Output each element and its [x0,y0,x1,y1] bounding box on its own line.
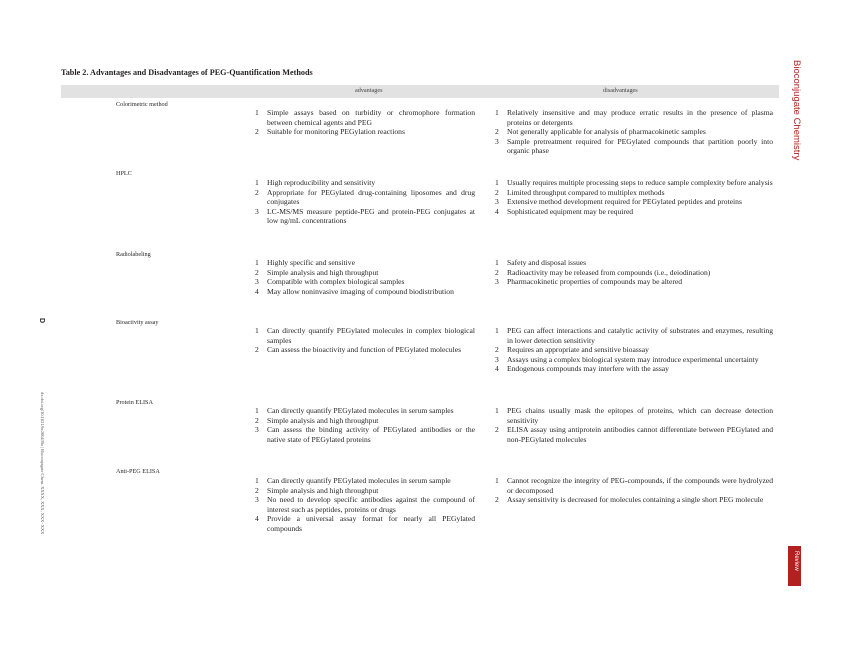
item-number: 1 [495,258,499,267]
item-text: PEG chains usually mask the epitopes of proteins, which can decrease detection sensitivity [507,406,773,425]
citation-footer [36,392,46,584]
item-text: Cannot recognize the integrity of PEG-compounds, if the compounds were hydrolyzed or decomposed [507,476,773,495]
list-item [495,364,773,374]
item-text: Can assess the bioactivity and function of PEGylated molecules [267,345,462,355]
list-item [495,127,773,137]
item-number: 4 [255,286,259,296]
table-header-band [61,85,779,98]
list-item [255,406,475,416]
disadvantages-list-anti-peg-elisa [495,476,773,505]
method-label-bioactivity: Bioactivity assay [116,319,159,326]
advantages-list-anti-peg-elisa [255,476,475,534]
list-item [255,345,475,355]
list-item [255,277,475,287]
list-item [255,207,475,226]
item-text: Relatively insensitive and may produce erratic results in the presence of plasma proteins or detergents [507,108,773,127]
list-item [495,355,773,365]
disadvantages-list-protein-elisa [495,406,773,444]
item-text: Simple analysis and high throughput [267,415,379,425]
disadvantages-list-colorimetric [495,108,773,156]
list-item [495,188,773,198]
list-item [495,425,773,444]
item-text: Sophisticated equipment may be required [507,206,634,216]
list-item [255,287,475,297]
item-number: 3 [255,206,259,216]
item-number: 1 [495,326,499,335]
item-number: 1 [255,476,259,485]
item-text: Not generally applicable for analysis of pharmacokinetic samples [507,127,706,137]
item-text: Assays using a complex biological system may introduce experimental uncertainty [507,354,759,364]
item-text: Simple analysis and high throughput [267,485,379,495]
item-text: LC-MS/MS measure peptide-PEG and protein-PEG conjugates at low ng/mL concentrations [267,206,475,226]
item-number: 2 [255,267,259,277]
item-text: Can assess the binding activity of PEGylated antibodies or the native state of PEGylated proteins [267,425,475,444]
item-text: No need to develop specific antibodies against the compound of interest such as peptides, proteins or drugs [267,495,475,514]
table-title: Table 2. Advantages and Disadvantages of PEG-Quantification Methods [61,68,313,77]
list-item [255,326,475,345]
method-label-protein-elisa: Protein ELISA [116,399,153,406]
item-text: Requires an appropriate and sensitive bioassay [507,345,649,355]
list-item [495,197,773,207]
item-number: 1 [495,108,499,117]
item-number: 3 [495,136,499,146]
item-number: 1 [495,178,499,187]
item-number: 2 [255,485,259,495]
list-item [255,178,475,188]
item-number: 3 [255,277,259,287]
item-text: PEG can affect interactions and catalytic activity of substrates and enzymes, resulting in lower detection sensitivity [507,326,773,345]
item-number: 2 [495,495,499,505]
list-item [255,476,475,486]
item-number: 2 [255,415,259,425]
item-text: Endogenous compounds may interfere with the assay [507,364,669,374]
column-header-advantages: advantages [355,87,383,94]
method-label-colorimetric: Colorimetric method [116,101,168,108]
item-number: 3 [255,495,259,505]
item-text: Can directly quantify PEGylated molecules in serum sample [267,476,451,485]
item-number: 2 [255,345,259,355]
list-item [255,258,475,268]
item-text: Pharmacokinetic properties of compounds may be altered [507,277,683,287]
article-type-badge [788,546,801,586]
item-number: 4 [255,514,259,524]
item-number: 2 [495,127,499,137]
item-number: 2 [495,187,499,197]
list-item [255,495,475,514]
journal-name: Bioconjugate Chemistry [791,60,802,161]
item-number: 1 [255,258,259,267]
list-item [495,108,773,127]
item-text: Assay sensitivity is decreased for molecules containing a single short PEG molecule [507,495,764,505]
item-number: 3 [495,277,499,287]
disadvantages-list-hplc [495,178,773,216]
item-text: Safety and disposal issues [507,258,587,267]
item-number: 4 [495,206,499,216]
method-label-anti-peg-elisa: Anti-PEG ELISA [116,468,160,475]
item-number: 1 [255,406,259,415]
list-item [495,207,773,217]
item-text: Simple analysis and high throughput [267,267,379,277]
item-text: May allow noninvasive imaging of compound biodistribution [267,286,454,296]
item-number: 3 [495,197,499,207]
advantages-list-hplc [255,178,475,226]
item-text: Provide a universal assay format for nearly all PEGylated compounds [267,514,475,533]
list-item [255,514,475,533]
item-text: Can directly quantify PEGylated molecules in complex biological samples [267,326,475,345]
item-number: 2 [495,267,499,277]
item-text: ELISA assay using antiprotein antibodies cannot differentiate between PEGylated and non-PEGylated molecules [507,425,773,444]
disadvantages-list-radiolabeling [495,258,773,287]
list-item [255,416,475,426]
doi-line: dx.doi.org/10.1021/bc200439a | Bioconjugate Chem. XXXX, XXX, XXX−XXX [40,392,45,535]
method-label-hplc: HPLC [116,170,132,177]
list-item [495,326,773,345]
journal-name-tab [790,60,802,178]
item-text: Can directly quantify PEGylated molecules in serum samples [267,406,454,415]
item-text: Appropriate for PEGylated drug-containing liposomes and drug conjugates [267,187,475,207]
item-number: 2 [255,187,259,197]
advantages-list-bioactivity [255,326,475,355]
item-number: 2 [495,345,499,355]
item-number: 2 [495,425,499,435]
item-text: Suitable for monitoring PEGylation reactions [267,127,405,137]
item-text: Sample pretreatment required for PEGylated compounds that partition poorly into organic phase [507,136,773,156]
item-text: Limited throughput compared to multiplex methods [507,187,665,197]
list-item [495,268,773,278]
page-letter: D [38,318,45,324]
method-label-radiolabeling: Radiolabeling [116,251,151,258]
list-item [495,345,773,355]
item-text: Extensive method development required for PEGylated peptides and proteins [507,197,742,207]
item-number: 2 [255,127,259,137]
list-item [495,406,773,425]
item-text: Simple assays based on turbidity or chromophore formation between chemical agents and PEG [267,108,475,127]
advantages-list-protein-elisa [255,406,475,444]
list-item [495,277,773,287]
column-header-disadvantages: disadvantages [603,87,638,94]
disadvantages-list-bioactivity [495,326,773,374]
item-number: 3 [495,354,499,364]
item-text: Usually requires multiple processing steps to reduce sample complexity before analysis [507,178,773,187]
item-number: 1 [255,178,259,187]
item-number: 1 [495,476,499,485]
article-type-label: Review [793,551,799,571]
item-number: 3 [255,425,259,435]
item-number: 1 [495,406,499,415]
advantages-list-colorimetric [255,108,475,137]
list-item [495,137,773,156]
item-number: 4 [495,364,499,374]
item-text: Highly specific and sensitive [267,258,355,267]
item-text: Radioactivity may be released from compounds (i.e., deiodination) [507,267,711,277]
list-item [255,268,475,278]
list-item [495,476,773,495]
list-item [495,178,773,188]
page-number [36,318,46,328]
item-number: 1 [255,108,259,117]
list-item [495,258,773,268]
item-number: 1 [255,326,259,335]
item-text: Compatible with complex biological samples [267,277,405,287]
list-item [255,486,475,496]
advantages-list-radiolabeling [255,258,475,296]
list-item [495,495,773,505]
item-text: High reproducibility and sensitivity [267,178,376,187]
list-item [255,127,475,137]
list-item [255,108,475,127]
list-item [255,188,475,207]
list-item [255,425,475,444]
